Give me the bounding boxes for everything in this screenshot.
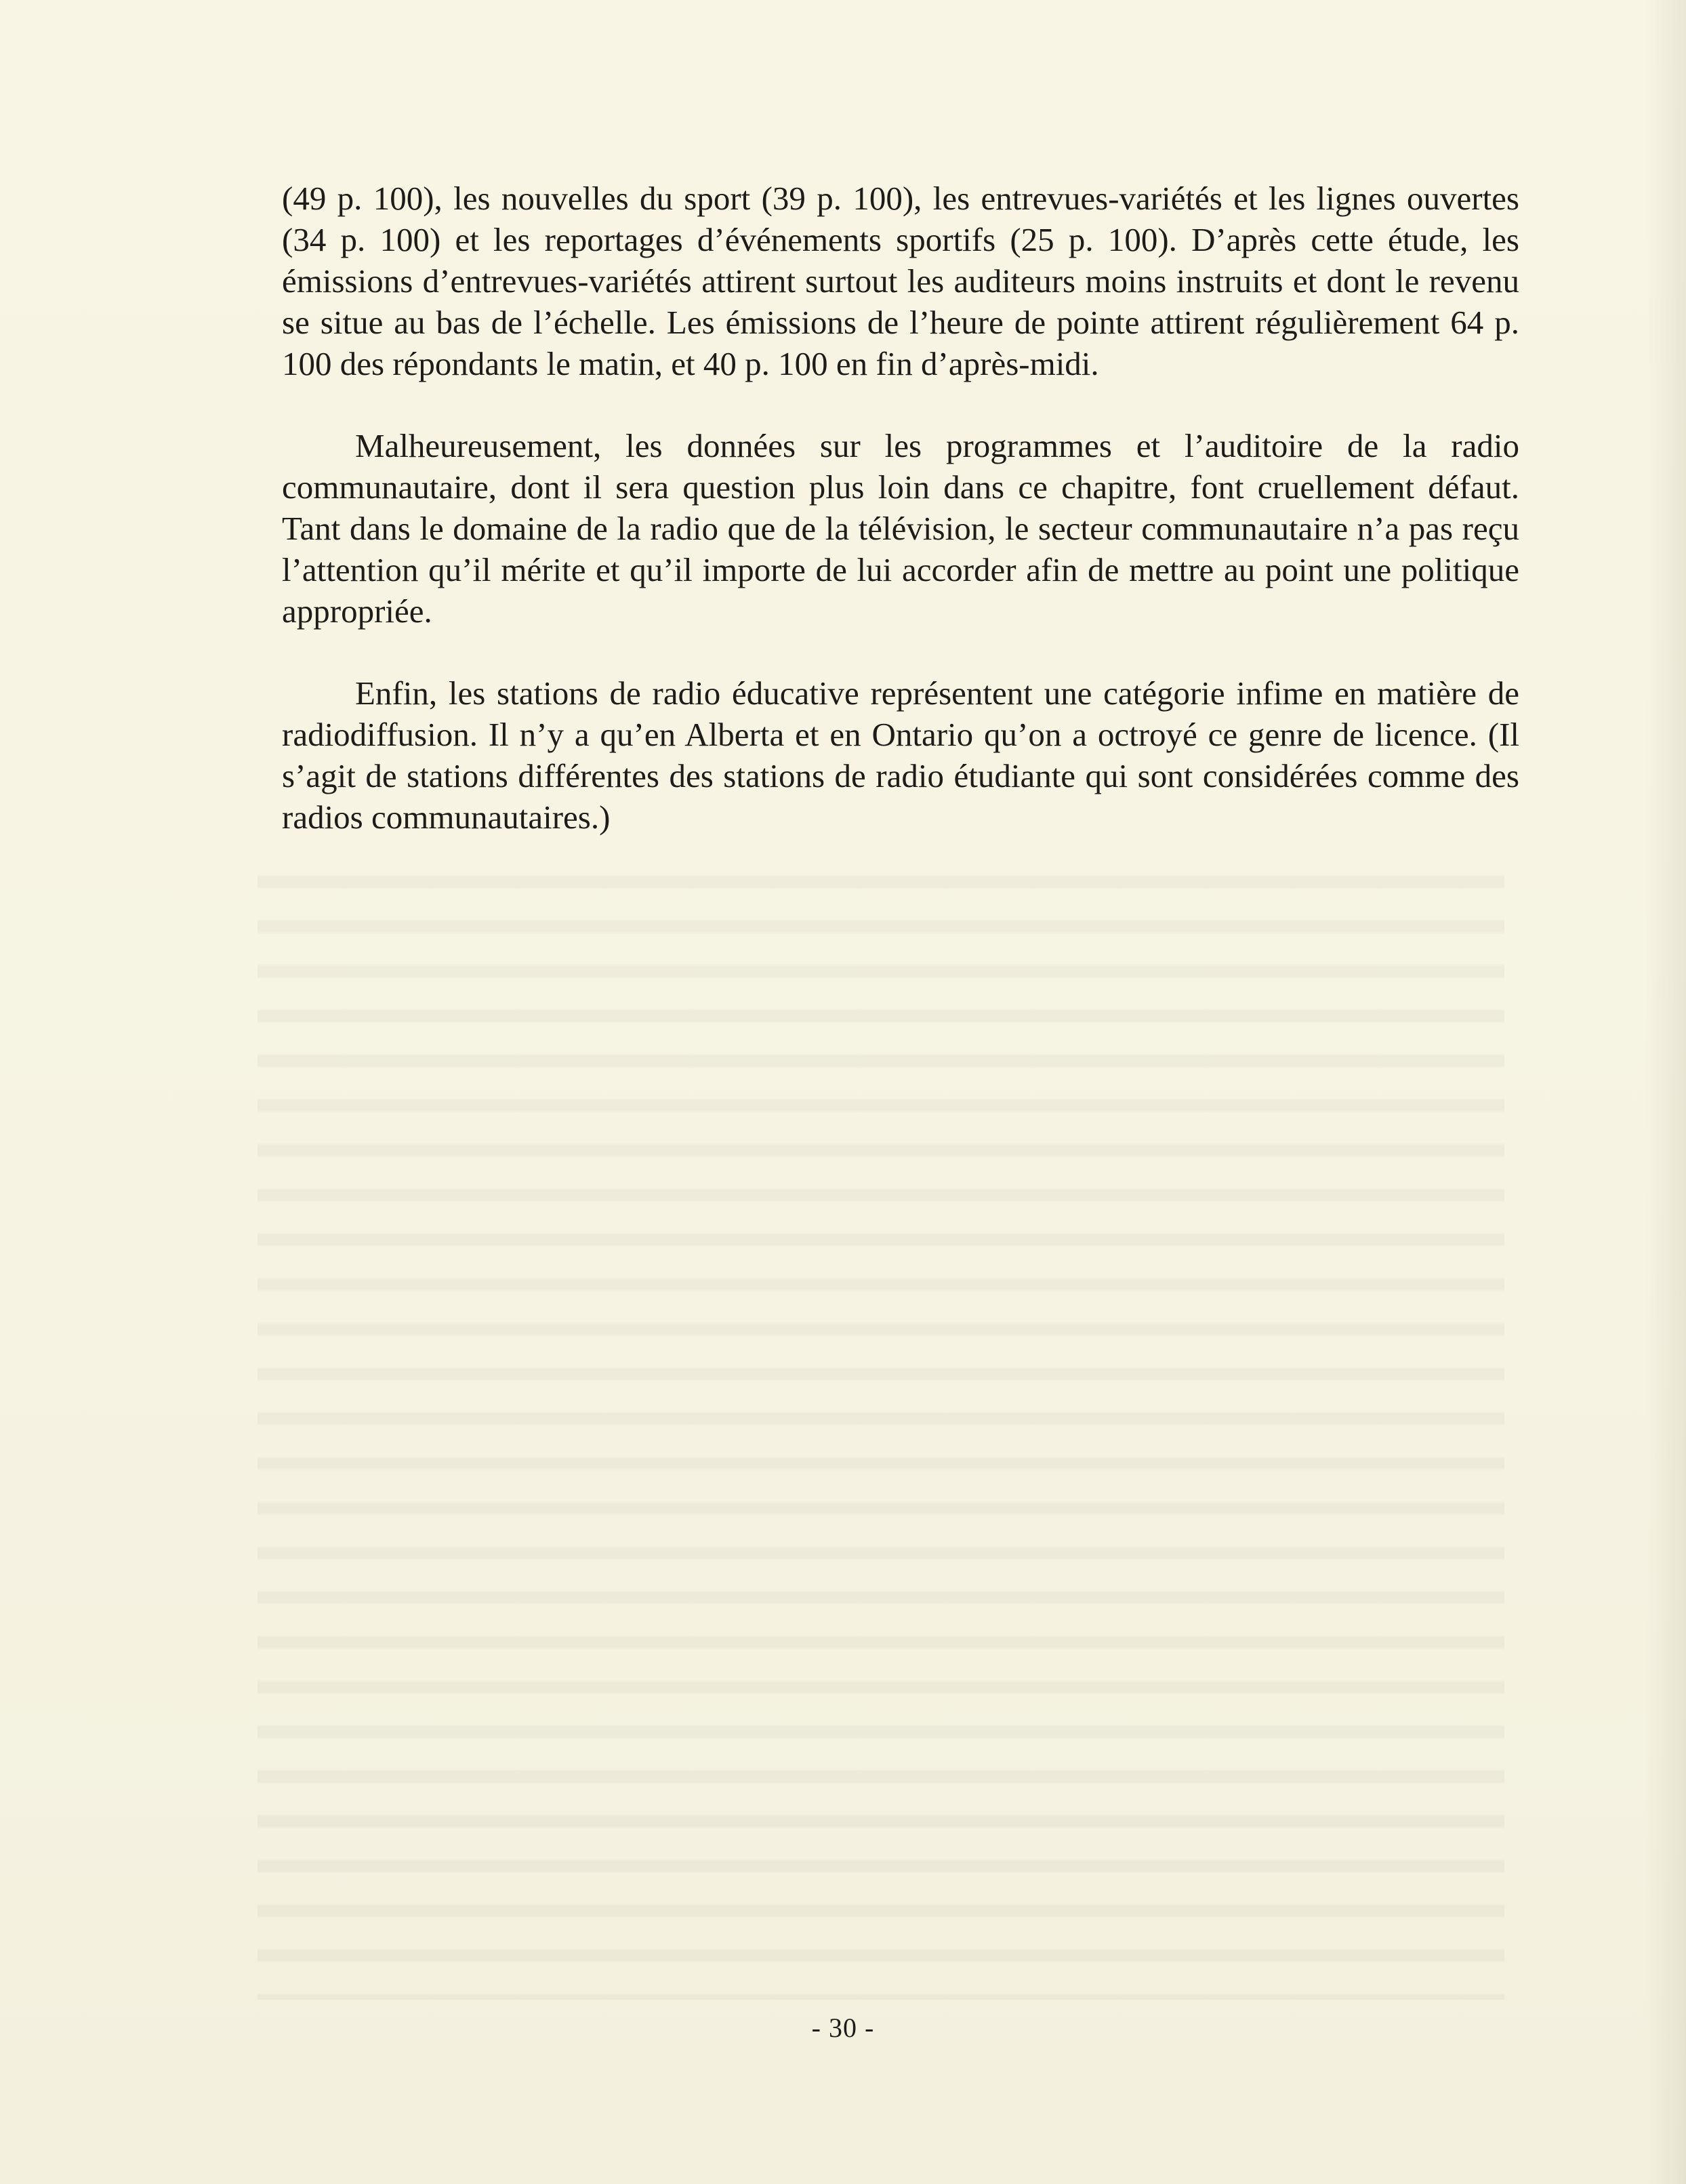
page-edge-shadow xyxy=(1645,0,1686,2184)
page-number: - 30 - xyxy=(811,2013,875,2043)
paragraph-2: Malheureusement, les données sur les programmes et l’auditoire de la radio communautaire, dont il sera question plus loin dans ce chapitre, font cruellement défaut. Tant dans le domaine de la radio que de la télévision, le secteur communautaire n’a pas reçu l’attention qu’il mérite et qu’il importe de lui accorder afin de mettre au point une politique appropriée. xyxy=(282,427,1519,630)
paragraph-3: Enfin, les stations de radio éducative représentent une catégorie infime en matière de radiodiffusion. Il n’y a qu’en Alberta et en Ontario qu’on a octroyé ce genre de licence. (Il s’agit de stations différentes des stations de radio étudiante qui sont considérées comme des radios communautaires.) xyxy=(282,674,1519,836)
reverse-side-show-through xyxy=(258,847,1504,2000)
paragraph-1: (49 p. 100), les nouvelles du sport (39 p. 100), les entrevues-variétés et les lignes ouvertes (34 p. 100) et les reportages d’événements sportifs (25 p. 100). D’après cette étude, les émissions d’entrevues-variétés attirent surtout les auditeurs moins instruits et dont le revenu se situe au bas de l’échelle. Les émissions de l’heure de pointe attirent régulièrement 64 p. 100 des répondants le matin, et 40 p. 100 en fin d’après-midi. xyxy=(282,180,1519,382)
body-text xyxy=(282,178,1519,838)
